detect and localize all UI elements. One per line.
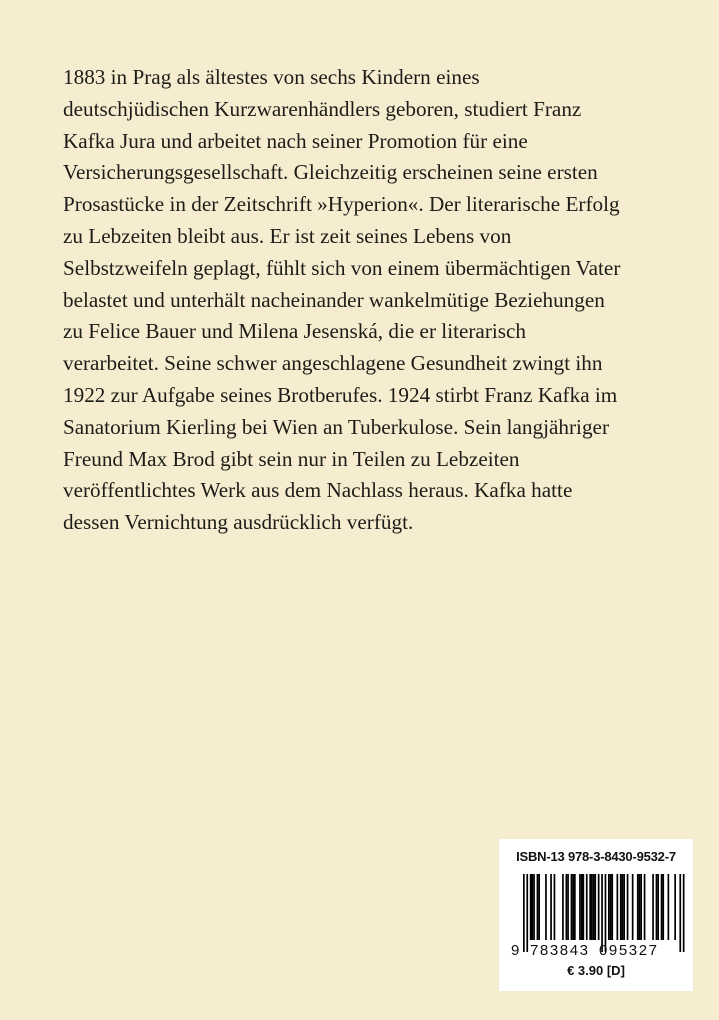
barcode-bar	[562, 874, 564, 940]
barcode-bar	[623, 874, 625, 940]
price-label: € 3.90 [D]	[567, 963, 625, 978]
biography-line: Prosastücke in der Zeitschrift »Hyperion«. Der literarische Erfolg	[63, 192, 620, 217]
biography-line: deutschjüdischen Kurzwarenhändlers geboren, studiert Franz	[63, 96, 582, 121]
barcode-bar	[586, 874, 588, 940]
barcode-bar	[668, 874, 670, 940]
barcode-bar	[662, 874, 664, 940]
barcode-bar	[617, 874, 619, 940]
barcode-bar	[652, 874, 654, 940]
barcode-bar	[594, 874, 596, 940]
biography-line: Freund Max Brod gibt sein nur in Teilen zu Lebzeiten	[63, 446, 520, 471]
barcode-bar	[554, 874, 556, 940]
barcode-bar	[622, 874, 624, 940]
biography-line: belastet und unterhält nacheinander wankelmütige Beziehungen	[63, 287, 605, 312]
barcode-bar	[581, 874, 583, 940]
barcode-first-digit: 9	[511, 942, 520, 959]
barcode-bar	[571, 874, 573, 940]
barcode-bar	[530, 874, 532, 940]
biography-line: zu Felice Bauer und Milena Jesenská, die er literarisch	[63, 319, 527, 344]
barcode-bar	[620, 874, 622, 940]
barcode-bar	[674, 874, 676, 940]
barcode-bar	[610, 874, 612, 940]
barcode-bar	[572, 874, 574, 940]
biography-line: verarbeitet. Seine schwer angeschlagene Gesundheit zwingt ihn	[63, 351, 603, 376]
barcode-bar	[526, 874, 528, 952]
barcode-bar	[657, 874, 659, 940]
barcode-left-digits: 783843	[530, 942, 588, 959]
biography-line: Sanatorium Kierling bei Wien an Tuberkulose. Sein langjähriger	[63, 414, 610, 439]
barcode-bar	[523, 874, 525, 952]
barcode-right-digits: 095327	[599, 942, 657, 959]
barcode-bar	[532, 874, 534, 940]
barcode-bar	[550, 874, 552, 940]
biography-line: 1922 zur Aufgabe seines Brotberufes. 1924 stirbt Franz Kafka im	[63, 382, 618, 407]
isbn-label: ISBN-13 978-3-8430-9532-7	[516, 849, 676, 864]
biography-line: zu Lebzeiten bleibt aus. Er ist zeit seines Lebens von	[63, 223, 512, 248]
barcode-bar	[639, 874, 641, 940]
barcode-bars	[523, 874, 685, 952]
barcode	[507, 874, 685, 962]
barcode-bar	[537, 874, 539, 940]
biography-line: Versicherungsgesellschaft. Gleichzeitig erscheinen seine ersten	[63, 160, 598, 185]
barcode-bar	[640, 874, 642, 940]
biography-line: Kafka Jura und arbeitet nach seiner Promotion für eine	[63, 128, 528, 153]
barcode-bar	[579, 874, 581, 940]
barcode-bar	[583, 874, 585, 940]
biography-line: 1883 in Prag als ältestes von sechs Kindern eines	[63, 65, 480, 89]
barcode-bar	[545, 874, 547, 940]
barcode-bar	[627, 874, 629, 940]
barcode-bar	[598, 874, 600, 940]
barcode-bar	[632, 874, 634, 940]
biography-line: Selbstzweifeln geplagt, fühlt sich von einem übermächtigen Vater	[63, 255, 621, 280]
barcode-bar	[601, 874, 603, 952]
barcode-bar	[637, 874, 639, 940]
barcode-bar	[566, 874, 568, 940]
barcode-bar	[538, 874, 540, 940]
barcode-bar	[567, 874, 569, 940]
biography-line: veröffentlichtes Werk aus dem Nachlass heraus. Kafka hatte	[63, 478, 573, 503]
barcode-bar	[611, 874, 613, 940]
barcode-panel	[499, 839, 693, 991]
barcode-bar	[605, 874, 607, 952]
barcode-bar	[533, 874, 535, 940]
barcode-bar	[644, 874, 646, 940]
barcode-bar	[574, 874, 576, 940]
barcode-bar	[656, 874, 658, 940]
barcode-bar	[683, 874, 685, 952]
barcode-bar	[593, 874, 595, 940]
barcode-bar	[661, 874, 663, 940]
biography-line: dessen Vernichtung ausdrücklich verfügt.	[63, 510, 414, 535]
barcode-bar	[679, 874, 681, 952]
author-biography	[63, 62, 703, 539]
barcode-bar	[608, 874, 610, 940]
barcode-bar	[589, 874, 591, 940]
barcode-bar	[591, 874, 593, 940]
